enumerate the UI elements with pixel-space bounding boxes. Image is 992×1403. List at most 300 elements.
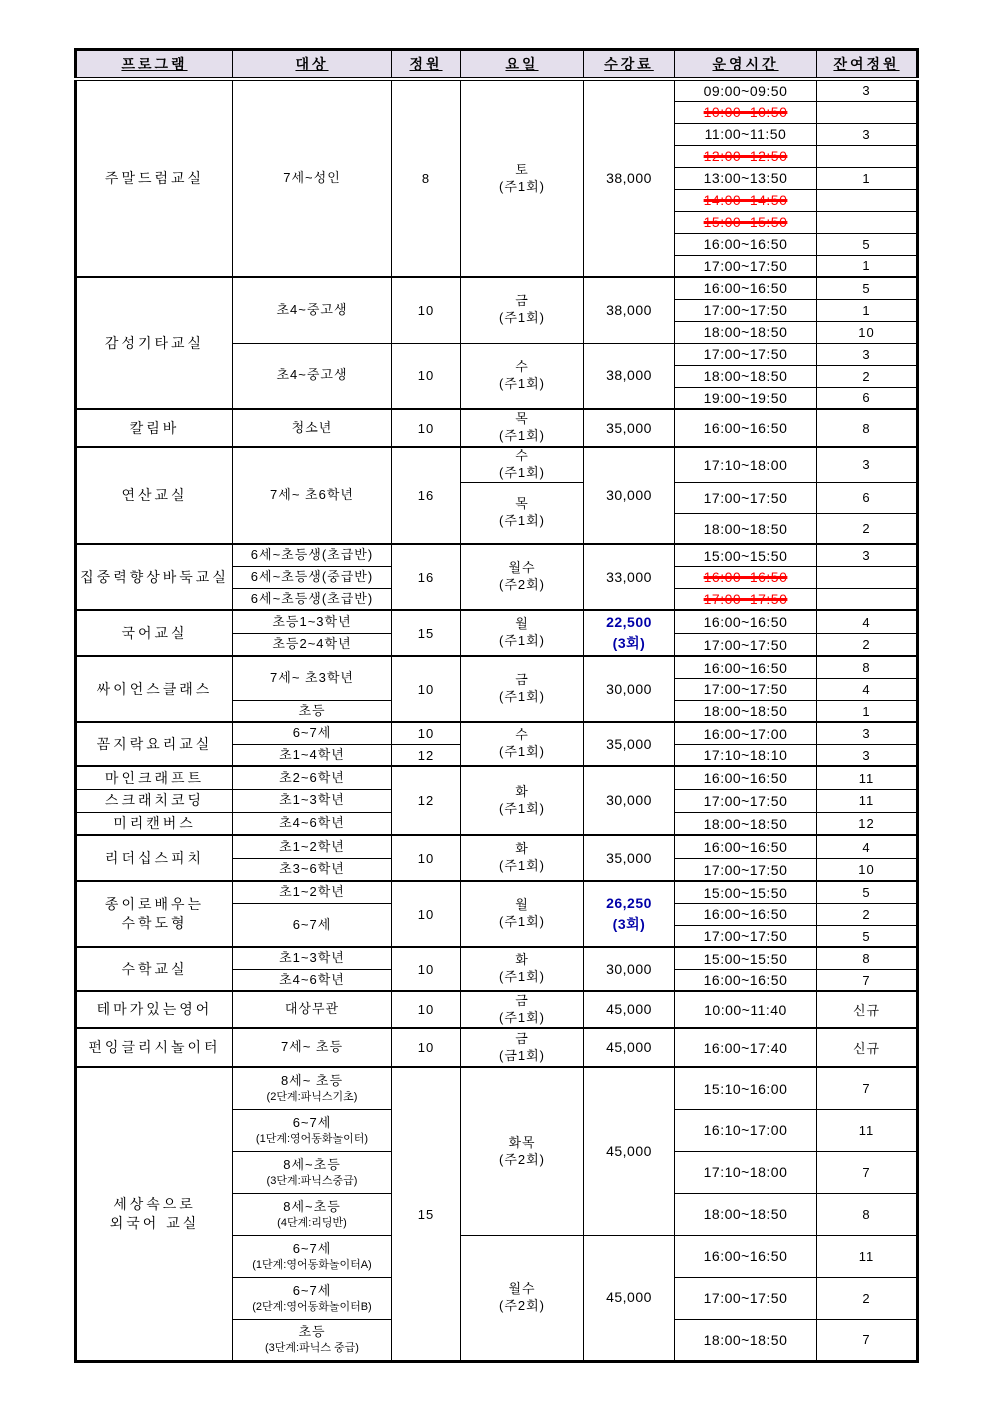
remaining-cell bbox=[817, 835, 918, 858]
time-cell bbox=[675, 744, 817, 766]
remaining-cell bbox=[817, 588, 918, 610]
table-row bbox=[76, 881, 918, 903]
remaining-cell bbox=[817, 903, 918, 925]
day-text: (주1회) bbox=[498, 178, 545, 194]
day-text: (주1회) bbox=[498, 513, 545, 529]
day-text: (주1회) bbox=[498, 633, 545, 649]
table-row bbox=[76, 1067, 918, 1109]
day-cell bbox=[461, 482, 584, 544]
time-text: 15:10~16:00 bbox=[703, 1080, 788, 1097]
time-cell bbox=[675, 299, 817, 321]
capacity-cell bbox=[392, 79, 461, 277]
day-text: (주2회) bbox=[498, 1297, 545, 1313]
remaining-text: 8 bbox=[862, 660, 871, 676]
fee-cell bbox=[584, 1067, 675, 1235]
time-text: 17:00~17:50 bbox=[703, 489, 788, 506]
remaining-text: 신규 bbox=[852, 1041, 881, 1057]
day-text: (주1회) bbox=[498, 744, 545, 760]
target-cell bbox=[233, 969, 392, 991]
program-cell bbox=[76, 79, 233, 277]
table-row bbox=[76, 277, 918, 299]
time-text: 16:00~16:50 bbox=[703, 614, 788, 631]
time-cell bbox=[675, 189, 817, 211]
time-text: 18:00~18:50 bbox=[703, 1331, 788, 1348]
day-text: 화목 bbox=[508, 1134, 536, 1150]
column-header-6: 잔여정원 bbox=[817, 50, 918, 80]
remaining-text: 2 bbox=[862, 637, 871, 653]
table-row bbox=[76, 835, 918, 858]
program-cell bbox=[76, 766, 233, 789]
fee-cell bbox=[584, 722, 675, 766]
target-text: (2단계:영어동화놀이터B) bbox=[252, 1300, 372, 1313]
capacity-cell bbox=[392, 991, 461, 1028]
target-text: 6~7세 bbox=[292, 916, 332, 932]
day-cell bbox=[461, 722, 584, 766]
time-text: 16:00~16:50 bbox=[703, 972, 788, 989]
program-text: 펀잉글리시놀이터 bbox=[88, 1039, 221, 1056]
column-header-1: 대상 bbox=[233, 50, 392, 80]
target-cell bbox=[233, 447, 392, 544]
target-cell bbox=[233, 1319, 392, 1361]
capacity-text: 10 bbox=[417, 726, 435, 742]
time-text: 16:00~16:50 bbox=[703, 569, 788, 586]
day-text: 월수 bbox=[508, 1280, 536, 1296]
day-text: 월 bbox=[515, 897, 529, 913]
time-text: 17:10~18:00 bbox=[703, 456, 788, 473]
time-cell bbox=[675, 1193, 817, 1235]
remaining-cell bbox=[817, 365, 918, 387]
fee-text: 45,000 bbox=[606, 1143, 652, 1160]
table-row bbox=[76, 447, 918, 482]
fee-text: 38,000 bbox=[606, 301, 652, 318]
time-cell bbox=[675, 167, 817, 189]
time-cell bbox=[675, 387, 817, 409]
remaining-text: 10 bbox=[858, 324, 875, 340]
column-header-3: 요일 bbox=[461, 50, 584, 80]
remaining-text bbox=[819, 593, 914, 606]
time-text: 17:00~17:50 bbox=[703, 792, 788, 809]
target-cell bbox=[233, 858, 392, 881]
fee-cell bbox=[584, 343, 675, 409]
program-text: 싸이언스클래스 bbox=[96, 680, 213, 697]
time-cell bbox=[675, 766, 817, 789]
remaining-cell bbox=[817, 321, 918, 343]
program-cell bbox=[76, 610, 233, 656]
day-text: (주1회) bbox=[498, 914, 545, 930]
target-text: 초등2~4학년 bbox=[272, 636, 352, 652]
day-cell bbox=[461, 766, 584, 835]
program-cell bbox=[76, 1067, 233, 1361]
capacity-cell bbox=[392, 835, 461, 881]
day-text: (주1회) bbox=[498, 310, 545, 326]
day-text: 월수 bbox=[508, 560, 536, 576]
fee-text: 35,000 bbox=[606, 849, 652, 866]
day-cell bbox=[461, 544, 584, 610]
target-text: 6~7세 bbox=[292, 1282, 332, 1298]
time-text: 18:00~18:50 bbox=[703, 1206, 788, 1223]
table-row bbox=[76, 544, 918, 566]
time-cell bbox=[675, 513, 817, 544]
day-text: 금 bbox=[515, 672, 529, 688]
fee-cell bbox=[584, 447, 675, 544]
time-text: 16:00~16:50 bbox=[703, 420, 788, 436]
time-text: 16:00~16:50 bbox=[703, 906, 788, 923]
remaining-text: 11 bbox=[858, 1122, 875, 1138]
remaining-cell bbox=[817, 633, 918, 656]
remaining-text: 7 bbox=[862, 972, 871, 988]
capacity-text: 15 bbox=[417, 625, 435, 641]
remaining-cell bbox=[817, 1067, 918, 1109]
fee-text: 30,000 bbox=[606, 680, 652, 697]
target-text: 6세~초등생(중급반) bbox=[250, 568, 374, 584]
remaining-text: 5 bbox=[862, 885, 871, 901]
time-text: 16:10~17:00 bbox=[703, 1122, 788, 1139]
program-text: 감성기타교실 bbox=[104, 334, 205, 351]
program-text: 국어교실 bbox=[121, 624, 188, 641]
target-cell bbox=[233, 277, 392, 343]
target-text: (1단계:영어동화놀이터A) bbox=[252, 1258, 372, 1271]
day-text: 금 bbox=[515, 293, 529, 309]
capacity-cell bbox=[392, 766, 461, 835]
time-text: 17:00~17:50 bbox=[703, 591, 788, 608]
program-cell bbox=[76, 947, 233, 991]
capacity-cell bbox=[392, 744, 461, 766]
day-cell bbox=[461, 610, 584, 656]
day-text: 토 bbox=[515, 161, 529, 177]
capacity-cell bbox=[392, 544, 461, 610]
time-cell bbox=[675, 211, 817, 233]
program-text: 집중력향상바둑교실 bbox=[80, 568, 229, 585]
target-text: (4단계:리딩반) bbox=[277, 1216, 347, 1229]
time-text: 17:00~17:50 bbox=[703, 928, 788, 945]
target-text: 초4~6학년 bbox=[279, 971, 345, 987]
target-cell bbox=[233, 903, 392, 947]
remaining-cell bbox=[817, 482, 918, 513]
remaining-cell bbox=[817, 544, 918, 566]
target-text: 6세~초등생(초급반) bbox=[250, 590, 374, 606]
target-text: (3단계:파닉스 중급) bbox=[265, 1342, 359, 1355]
program-cell bbox=[76, 835, 233, 881]
target-cell bbox=[233, 566, 392, 588]
remaining-text: 12 bbox=[858, 816, 875, 832]
target-text: 초등 bbox=[298, 1324, 326, 1340]
capacity-cell bbox=[392, 947, 461, 991]
day-text: 금 bbox=[515, 1030, 529, 1046]
remaining-text: 5 bbox=[862, 928, 871, 944]
remaining-cell bbox=[817, 969, 918, 991]
remaining-cell bbox=[817, 812, 918, 835]
fee-cell bbox=[584, 656, 675, 722]
day-text: 월 bbox=[515, 616, 529, 632]
target-text: 6~7세 bbox=[292, 1240, 332, 1256]
fee-cell bbox=[584, 881, 675, 947]
time-cell bbox=[675, 1319, 817, 1361]
time-cell bbox=[675, 700, 817, 722]
capacity-text: 10 bbox=[417, 1002, 435, 1018]
time-cell bbox=[675, 903, 817, 925]
program-cell bbox=[76, 447, 233, 544]
fee-cell bbox=[584, 766, 675, 835]
time-cell bbox=[675, 947, 817, 969]
program-text: 마인크래프트 bbox=[104, 769, 205, 786]
remaining-cell bbox=[817, 299, 918, 321]
program-text: 꼼지락요리교실 bbox=[96, 735, 213, 752]
fee-text: 38,000 bbox=[606, 170, 652, 186]
fee-text: 38,000 bbox=[606, 367, 652, 384]
time-text: 17:10~18:00 bbox=[703, 1164, 788, 1181]
capacity-text: 10 bbox=[417, 906, 435, 922]
remaining-cell bbox=[817, 1319, 918, 1361]
remaining-cell bbox=[817, 991, 918, 1028]
time-cell bbox=[675, 789, 817, 812]
remaining-text: 1 bbox=[862, 170, 871, 186]
day-cell bbox=[461, 409, 584, 447]
day-text: (주1회) bbox=[498, 969, 545, 985]
column-header-0: 프로그램 bbox=[76, 50, 233, 80]
target-cell bbox=[233, 881, 392, 903]
fee-text: 22,500 bbox=[606, 614, 652, 631]
time-text: 16:00~16:50 bbox=[703, 280, 788, 297]
remaining-text: 3 bbox=[862, 83, 871, 99]
target-text: 초2~6학년 bbox=[279, 769, 345, 785]
day-cell bbox=[461, 277, 584, 343]
capacity-text: 10 bbox=[417, 681, 435, 697]
remaining-cell bbox=[817, 610, 918, 633]
remaining-text: 6 bbox=[862, 490, 871, 506]
program-cell bbox=[76, 991, 233, 1028]
target-cell bbox=[233, 1193, 392, 1235]
time-text: 10:00~10:50 bbox=[703, 104, 788, 120]
time-cell bbox=[675, 123, 817, 145]
remaining-cell bbox=[817, 789, 918, 812]
target-text: 6~7세 bbox=[292, 725, 332, 741]
schedule-table-header bbox=[76, 50, 918, 80]
fee-text: 35,000 bbox=[606, 735, 652, 752]
capacity-text: 10 bbox=[417, 420, 435, 436]
target-text: 대상무관 bbox=[284, 1001, 340, 1017]
target-text: 8세~초등 bbox=[283, 1156, 341, 1172]
fee-text: 45,000 bbox=[606, 1001, 652, 1018]
remaining-cell bbox=[817, 123, 918, 145]
time-cell bbox=[675, 858, 817, 881]
remaining-cell bbox=[817, 343, 918, 365]
day-text: (주1회) bbox=[498, 1009, 545, 1025]
target-cell bbox=[233, 835, 392, 858]
target-text: 초1~2학년 bbox=[279, 884, 345, 900]
table-row bbox=[76, 991, 918, 1028]
time-text: 10:00~11:40 bbox=[704, 1001, 787, 1018]
remaining-cell bbox=[817, 1028, 918, 1067]
day-text: 수 bbox=[515, 727, 529, 743]
target-text: 7세~ 초등 bbox=[280, 1039, 344, 1055]
time-cell bbox=[675, 321, 817, 343]
program-cell bbox=[76, 789, 233, 812]
capacity-cell bbox=[392, 881, 461, 947]
remaining-text: 2 bbox=[862, 906, 871, 922]
time-text: 17:00~17:50 bbox=[703, 302, 788, 318]
fee-cell bbox=[584, 835, 675, 881]
time-text: 19:00~19:50 bbox=[703, 389, 788, 406]
time-cell bbox=[675, 1277, 817, 1319]
day-text: 수 bbox=[515, 358, 529, 374]
day-text: 화 bbox=[515, 783, 529, 799]
time-text: 17:10~18:10 bbox=[703, 747, 788, 764]
capacity-text: 10 bbox=[417, 961, 435, 977]
remaining-text: 3 bbox=[862, 747, 871, 763]
remaining-text: 7 bbox=[862, 1081, 871, 1097]
time-text: 18:00~18:50 bbox=[703, 815, 788, 832]
program-cell bbox=[76, 277, 233, 409]
remaining-cell bbox=[817, 277, 918, 299]
remaining-text: 4 bbox=[862, 614, 871, 630]
time-text: 16:00~16:50 bbox=[703, 770, 788, 787]
capacity-text: 15 bbox=[417, 1206, 435, 1222]
capacity-cell bbox=[392, 343, 461, 409]
target-cell bbox=[233, 633, 392, 656]
target-text: 초4~중고생 bbox=[276, 301, 348, 317]
target-cell bbox=[233, 544, 392, 566]
remaining-text bbox=[819, 150, 914, 163]
time-cell bbox=[675, 145, 817, 167]
remaining-text: 신규 bbox=[852, 1003, 881, 1019]
target-text: (1단계:영어동화놀이터) bbox=[255, 1132, 369, 1145]
time-cell bbox=[675, 678, 817, 700]
remaining-cell bbox=[817, 1235, 918, 1277]
fee-text: (3회) bbox=[612, 916, 646, 933]
program-text: 외국어 교실 bbox=[109, 1215, 200, 1232]
time-cell bbox=[675, 812, 817, 835]
remaining-text bbox=[819, 571, 914, 584]
remaining-text: 5 bbox=[862, 236, 871, 252]
time-text: 18:00~18:50 bbox=[703, 703, 788, 720]
remaining-cell bbox=[817, 766, 918, 789]
remaining-text: 1 bbox=[862, 258, 871, 274]
day-cell bbox=[461, 947, 584, 991]
day-text: 화 bbox=[515, 841, 529, 857]
fee-text: 30,000 bbox=[606, 960, 652, 977]
capacity-text: 12 bbox=[417, 747, 435, 763]
program-cell bbox=[76, 881, 233, 947]
column-header-5: 운영시간 bbox=[675, 50, 817, 80]
program-cell bbox=[76, 722, 233, 766]
target-cell bbox=[233, 610, 392, 633]
remaining-cell bbox=[817, 678, 918, 700]
time-text: 17:00~17:50 bbox=[703, 346, 788, 362]
time-text: 17:00~17:50 bbox=[703, 861, 788, 878]
remaining-cell bbox=[817, 387, 918, 409]
day-text: (주1회) bbox=[498, 428, 545, 443]
target-cell bbox=[233, 1067, 392, 1109]
day-text: (주1회) bbox=[498, 689, 545, 705]
remaining-text: 11 bbox=[858, 1248, 875, 1264]
day-text: (주1회) bbox=[498, 375, 545, 391]
target-text: 초1~3학년 bbox=[279, 950, 345, 966]
remaining-cell bbox=[817, 101, 918, 123]
remaining-cell bbox=[817, 722, 918, 744]
time-cell bbox=[675, 656, 817, 678]
time-text: 17:00~17:50 bbox=[703, 636, 788, 653]
time-cell bbox=[675, 409, 817, 447]
remaining-cell bbox=[817, 700, 918, 722]
day-cell bbox=[461, 343, 584, 409]
target-cell bbox=[233, 991, 392, 1028]
time-cell bbox=[675, 835, 817, 858]
table-row bbox=[76, 722, 918, 744]
target-text: 6~7세 bbox=[292, 1114, 332, 1130]
remaining-text: 5 bbox=[862, 280, 871, 296]
time-text: 15:00~15:50 bbox=[703, 950, 788, 967]
target-text: 7세~ 초3학년 bbox=[270, 670, 354, 686]
fee-text: (3회) bbox=[612, 635, 646, 652]
time-text: 18:00~18:50 bbox=[703, 520, 788, 537]
time-cell bbox=[675, 633, 817, 656]
remaining-text: 1 bbox=[862, 703, 871, 719]
capacity-cell bbox=[392, 610, 461, 656]
capacity-cell bbox=[392, 1028, 461, 1067]
time-cell bbox=[675, 566, 817, 588]
remaining-cell bbox=[817, 255, 918, 277]
fee-text: 45,000 bbox=[606, 1289, 652, 1306]
program-text: 칼림바 bbox=[129, 419, 180, 436]
column-header-4: 수강료 bbox=[584, 50, 675, 80]
time-text: 15:00~15:50 bbox=[703, 214, 788, 230]
remaining-text bbox=[819, 194, 914, 207]
remaining-cell bbox=[817, 211, 918, 233]
time-cell bbox=[675, 365, 817, 387]
remaining-cell bbox=[817, 1277, 918, 1319]
header-row bbox=[76, 50, 918, 80]
target-text: 초1~3학년 bbox=[279, 792, 345, 808]
day-cell bbox=[461, 447, 584, 482]
day-cell bbox=[461, 79, 584, 277]
day-text: (주2회) bbox=[498, 577, 545, 593]
target-text: 초등1~3학년 bbox=[272, 613, 352, 629]
day-text: (주1회) bbox=[498, 858, 545, 874]
program-text: 주말드럼교실 bbox=[104, 170, 205, 187]
fee-cell bbox=[584, 947, 675, 991]
fee-cell bbox=[584, 1028, 675, 1067]
time-text: 17:00~17:50 bbox=[703, 1290, 788, 1307]
time-cell bbox=[675, 277, 817, 299]
target-text: 초3~6학년 bbox=[279, 861, 345, 877]
remaining-text: 3 bbox=[862, 457, 871, 473]
time-cell bbox=[675, 447, 817, 482]
target-text: 청소년 bbox=[291, 419, 333, 435]
time-text: 16:00~17:40 bbox=[703, 1039, 788, 1056]
remaining-cell bbox=[817, 858, 918, 881]
program-cell bbox=[76, 656, 233, 722]
day-text: (주1회) bbox=[498, 464, 545, 480]
time-cell bbox=[675, 233, 817, 255]
schedule-table-body bbox=[76, 79, 918, 1361]
time-cell bbox=[675, 722, 817, 744]
remaining-text: 3 bbox=[862, 726, 871, 742]
day-text: 금 bbox=[515, 992, 529, 1008]
target-cell bbox=[233, 744, 392, 766]
time-text: 16:00~16:50 bbox=[703, 1248, 788, 1265]
target-cell bbox=[233, 343, 392, 409]
time-text: 14:00~14:50 bbox=[703, 192, 788, 208]
table-row bbox=[76, 947, 918, 969]
table-row bbox=[76, 610, 918, 633]
remaining-text: 8 bbox=[862, 1206, 871, 1222]
remaining-cell bbox=[817, 145, 918, 167]
program-cell bbox=[76, 544, 233, 610]
remaining-text: 7 bbox=[862, 1332, 871, 1348]
target-cell bbox=[233, 1109, 392, 1151]
program-text: 미리캔버스 bbox=[113, 815, 196, 832]
time-cell bbox=[675, 881, 817, 903]
